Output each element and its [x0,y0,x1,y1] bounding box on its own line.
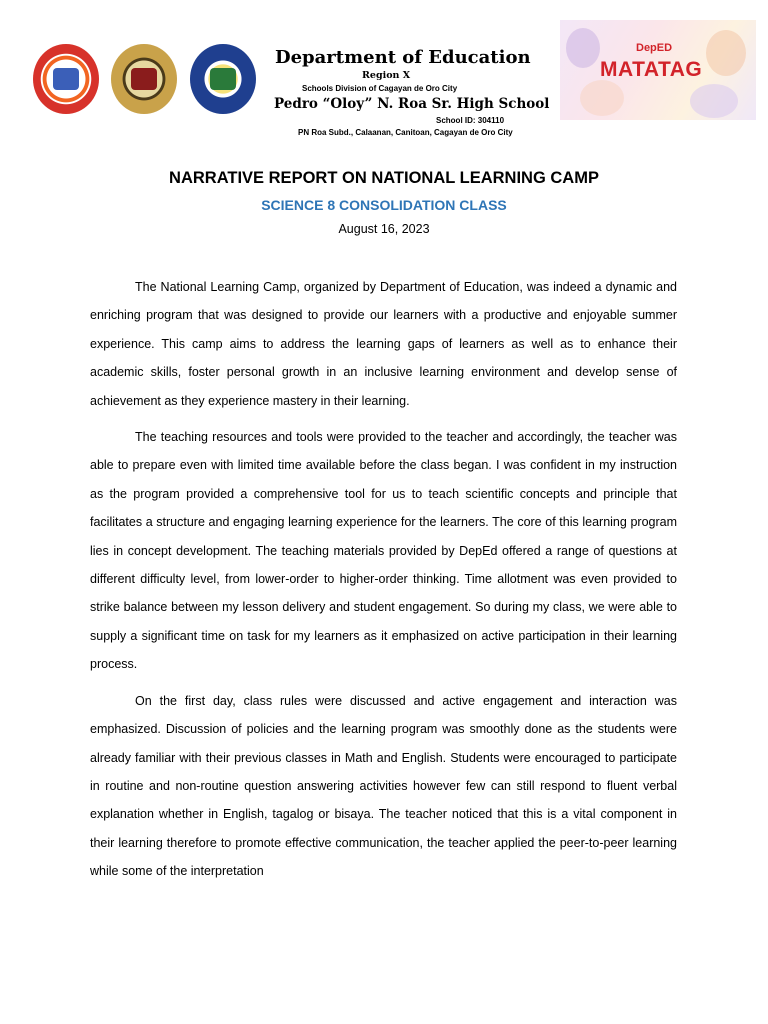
deped-brand-text: DepED [636,42,673,54]
matatag-wordmark: MATATAG [600,58,703,81]
paragraph: The National Learning Camp, organized by Department of Education, was indeed a dynamic and enriching program that was designed to provide our learners with a productive and enjoyable summer experience. This camp aims to address the learning gaps of learners as well as to enhance their academic skills, foster personal growth in an inclusive learning environment and develop sense of achievement as they experience mastery in their learning. [90,280,677,408]
letterhead [0,0,768,150]
paragraph: The teaching resources and tools were provided to the teacher and accordingly, the teacher was able to prepare even with limited time available before the class began. I was confident in my instruction as the program provided a comprehensive tool for us to teach scientific concepts and principle that facilitates a structure and engaging learning experience for the learners. The core of this learning program lies in concept development. The teaching materials provided by DepEd offered a range of questions at different difficulty level, from lower-order to higher-order thinking. Time allotment was even provided to strike balance between my lesson delivery and student engagement. So during my class, we were able to supply a significant time on task for my learners as it emphasized on active participation in their learning process. [90,430,677,672]
deped-region-seal-logo [111,44,177,114]
school-id: School ID: 304110 [436,116,505,125]
report-subtitle: SCIENCE 8 CONSOLIDATION CLASS [261,197,507,213]
report-date: August 16, 2023 [338,222,430,236]
report-body [90,273,677,894]
division-label: Schools Division of Cagayan de Oro City [302,84,458,93]
school-seal-logo [190,44,256,114]
paragraph: On the first day, class rules were discussed and active engagement and interaction was emphasized. Discussion of policies and the learning program was smoothly done as the students were already familiar with their previous classes in Math and English. Students were encouraged to participate in routine and non-routine question answering activities however few can still respond to fluent verbal explanation whether in English, tagalog or bisaya. The teacher noticed that this is a vital component in their learning therefore to promote effective communication, the teacher applied the peer-to-peer learning while some of the interpretation [90,693,677,879]
report-title: NARRATIVE REPORT ON NATIONAL LEARNING CAMP [169,169,599,187]
region-label: Region X [362,70,411,81]
department-name: Department of Education [275,47,531,68]
deped-division-seal-logo [33,44,99,114]
matatag-logo [560,20,756,120]
school-address: PN Roa Subd., Calaanan, Canitoan, Cagayan de Oro City [298,128,513,137]
school-name: Pedro “Oloy” N. Roa Sr. High School [274,96,550,112]
